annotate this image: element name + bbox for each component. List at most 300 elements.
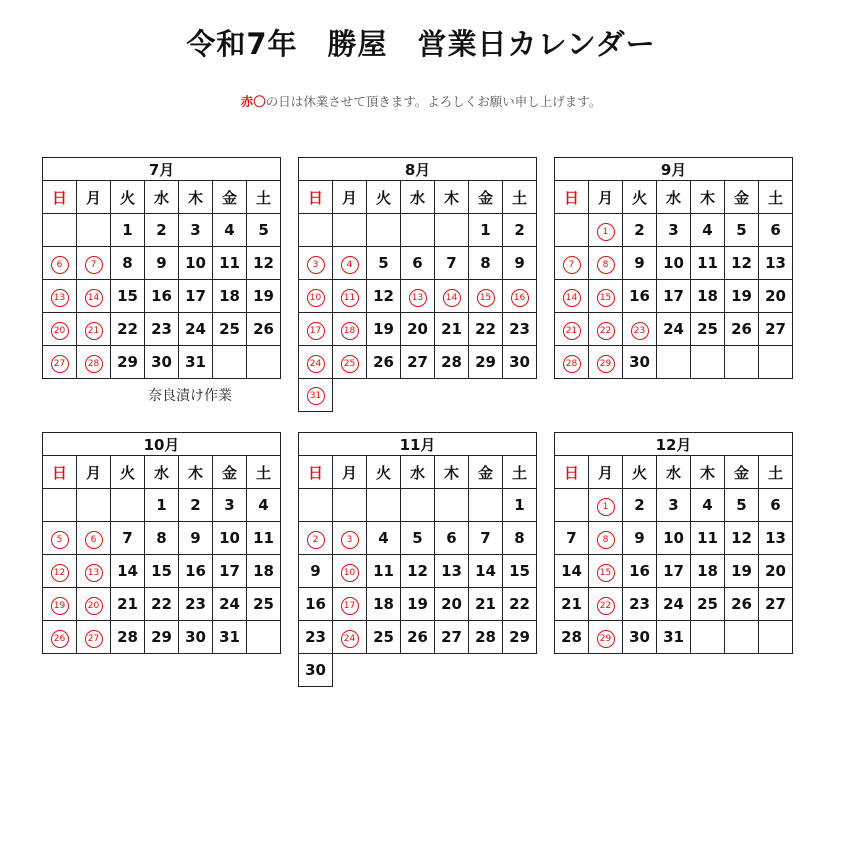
day-cell: 3	[657, 489, 691, 522]
day-cell: 1	[469, 214, 503, 247]
day-cell: 17	[657, 555, 691, 588]
day-cell: 27	[435, 621, 469, 654]
red-circle-day: 10	[307, 289, 325, 307]
day-cell: 11	[247, 522, 281, 555]
day-cell: 15	[145, 555, 179, 588]
closed-day-cell	[77, 621, 111, 654]
weekday-header: 木	[691, 456, 725, 489]
empty-cell	[111, 489, 145, 522]
empty-cell	[691, 346, 725, 379]
day-cell: 3	[657, 214, 691, 247]
day-cell: 23	[179, 588, 213, 621]
red-circle-day: 12	[51, 564, 69, 582]
closed-day-cell	[77, 522, 111, 555]
week-row	[299, 555, 537, 588]
day-cell: 27	[759, 588, 793, 621]
red-circle-day: 23	[631, 322, 649, 340]
red-circle-day: 8	[597, 531, 615, 549]
day-cell: 20	[759, 280, 793, 313]
day-cell: 28	[435, 346, 469, 379]
weekday-header: 水	[657, 456, 691, 489]
day-cell: 13	[759, 247, 793, 280]
day-cell: 6	[401, 247, 435, 280]
week-row	[43, 489, 281, 522]
red-circle-day: 25	[341, 355, 359, 373]
empty-cell	[657, 346, 691, 379]
weekday-header: 日	[43, 181, 77, 214]
red-circle-day: 8	[597, 256, 615, 274]
closed-day-cell	[555, 247, 589, 280]
weekday-header: 火	[623, 181, 657, 214]
day-cell: 19	[401, 588, 435, 621]
day-cell: 16	[623, 555, 657, 588]
day-cell: 9	[179, 522, 213, 555]
weekday-header: 日	[43, 456, 77, 489]
red-circle-day: 24	[307, 355, 325, 373]
empty-cell	[247, 346, 281, 379]
closed-day-cell	[589, 489, 623, 522]
day-cell: 19	[247, 280, 281, 313]
day-cell: 5	[247, 214, 281, 247]
weekday-header: 火	[367, 456, 401, 489]
closed-day-cell	[555, 313, 589, 346]
day-cell: 2	[623, 489, 657, 522]
day-cell: 20	[759, 555, 793, 588]
weekday-header: 火	[623, 456, 657, 489]
day-cell: 29	[503, 621, 537, 654]
day-cell: 30	[503, 346, 537, 379]
week-row	[43, 522, 281, 555]
closed-day-cell	[333, 280, 367, 313]
empty-cell	[435, 214, 469, 247]
day-cell: 14	[111, 555, 145, 588]
week-row	[555, 588, 793, 621]
red-circle-day: 1	[597, 223, 615, 241]
day-cell: 9	[145, 247, 179, 280]
weekday-header: 金	[213, 456, 247, 489]
day-cell: 25	[247, 588, 281, 621]
closed-day-cell	[77, 313, 111, 346]
day-cell: 19	[725, 280, 759, 313]
day-cell: 16	[299, 588, 333, 621]
closed-day-cell	[555, 280, 589, 313]
closed-day-cell	[77, 555, 111, 588]
closed-day-cell	[43, 280, 77, 313]
empty-cell	[43, 489, 77, 522]
day-cell: 19	[725, 555, 759, 588]
red-circle-day: 7	[563, 256, 581, 274]
red-circle-day: 24	[341, 630, 359, 648]
closed-day-cell	[503, 280, 537, 313]
empty-cell	[333, 489, 367, 522]
empty-cell	[43, 214, 77, 247]
weekday-header: 木	[435, 456, 469, 489]
day-cell: 7	[555, 522, 589, 555]
day-cell: 27	[401, 346, 435, 379]
closed-day-cell	[589, 313, 623, 346]
closed-day-cell	[589, 214, 623, 247]
red-circle-day: 26	[51, 630, 69, 648]
week-row	[43, 555, 281, 588]
day-cell: 20	[435, 588, 469, 621]
week-row	[299, 346, 537, 379]
week-row	[299, 280, 537, 313]
day-cell: 10	[657, 247, 691, 280]
red-circle-day: 17	[341, 597, 359, 615]
day-cell: 22	[145, 588, 179, 621]
week-row	[43, 214, 281, 247]
closed-day-cell	[299, 346, 333, 379]
closed-day-cell	[555, 346, 589, 379]
day-cell: 4	[691, 489, 725, 522]
day-cell: 6	[759, 214, 793, 247]
day-cell: 18	[691, 555, 725, 588]
day-cell: 11	[367, 555, 401, 588]
day-cell: 5	[725, 489, 759, 522]
week-row	[43, 280, 281, 313]
weekday-header: 日	[299, 456, 333, 489]
day-cell: 6	[435, 522, 469, 555]
closed-day-cell	[299, 522, 333, 555]
empty-cell	[367, 489, 401, 522]
day-cell: 16	[179, 555, 213, 588]
weekday-header: 土	[247, 456, 281, 489]
red-circle-day: 4	[341, 256, 359, 274]
weekday-header: 木	[179, 456, 213, 489]
page-title: 令和7年 勝屋 営業日カレンダー	[186, 27, 656, 61]
closed-day-cell	[333, 313, 367, 346]
weekday-header: 月	[589, 181, 623, 214]
weekday-header: 水	[657, 181, 691, 214]
red-circle-day: 31	[307, 387, 325, 405]
day-cell: 18	[367, 588, 401, 621]
day-cell: 5	[401, 522, 435, 555]
closed-day-cell	[469, 280, 503, 313]
red-circle-mark: 赤〇	[240, 94, 266, 109]
weekday-header: 金	[725, 181, 759, 214]
empty-cell	[759, 621, 793, 654]
weekday-header: 日	[555, 181, 589, 214]
red-circle-day: 3	[307, 256, 325, 274]
red-circle-day: 11	[341, 289, 359, 307]
week-row	[299, 588, 537, 621]
day-cell: 25	[691, 313, 725, 346]
week-row	[555, 522, 793, 555]
closed-day-cell	[43, 588, 77, 621]
day-cell: 7	[469, 522, 503, 555]
red-circle-day: 22	[597, 322, 615, 340]
closed-day-cell	[299, 313, 333, 346]
day-cell: 7	[111, 522, 145, 555]
closed-day-cell	[333, 247, 367, 280]
month-title: 8月	[299, 158, 537, 181]
empty-cell	[759, 346, 793, 379]
day-cell: 8	[145, 522, 179, 555]
day-cell: 8	[469, 247, 503, 280]
day-cell: 2	[623, 214, 657, 247]
empty-cell	[555, 214, 589, 247]
day-cell: 8	[503, 522, 537, 555]
day-cell: 31	[179, 346, 213, 379]
day-cell: 10	[213, 522, 247, 555]
day-cell: 24	[657, 313, 691, 346]
day-cell: 22	[111, 313, 145, 346]
red-circle-day: 2	[307, 531, 325, 549]
day-cell: 4	[367, 522, 401, 555]
weekday-header: 日	[299, 181, 333, 214]
closed-day-cell	[333, 588, 367, 621]
closed-day-cell	[333, 522, 367, 555]
empty-cell	[299, 214, 333, 247]
closed-day-cell	[623, 313, 657, 346]
week-row	[43, 621, 281, 654]
day-cell: 5	[725, 214, 759, 247]
day-cell: 19	[367, 313, 401, 346]
day-cell: 30	[623, 346, 657, 379]
red-circle-day: 19	[51, 597, 69, 615]
week-row	[555, 621, 793, 654]
red-circle-day: 10	[341, 564, 359, 582]
empty-cell	[469, 489, 503, 522]
empty-cell	[247, 621, 281, 654]
closed-day-cell	[299, 280, 333, 313]
closed-day-cell	[589, 346, 623, 379]
day-cell: 29	[469, 346, 503, 379]
weekday-header: 月	[77, 181, 111, 214]
month-calendar	[298, 432, 537, 654]
red-circle-day: 18	[341, 322, 359, 340]
day-cell: 23	[299, 621, 333, 654]
day-cell: 9	[299, 555, 333, 588]
day-cell: 16	[145, 280, 179, 313]
red-circle-day: 20	[85, 597, 103, 615]
closed-day-cell	[333, 621, 367, 654]
week-row	[299, 489, 537, 522]
weekday-header: 金	[469, 181, 503, 214]
day-cell: 26	[367, 346, 401, 379]
weekday-header: 金	[725, 456, 759, 489]
red-circle-day: 13	[51, 289, 69, 307]
weekday-header: 火	[111, 181, 145, 214]
closed-day-cell	[77, 588, 111, 621]
weekday-header: 月	[333, 181, 367, 214]
day-cell: 1	[145, 489, 179, 522]
empty-cell	[367, 214, 401, 247]
day-cell: 21	[469, 588, 503, 621]
closed-day-cell	[589, 247, 623, 280]
day-cell: 27	[759, 313, 793, 346]
closed-day-cell	[43, 247, 77, 280]
notice-text: の日は休業させて頂きます。よろしくお願い申し上げます。	[265, 94, 602, 109]
month-calendar	[42, 157, 281, 379]
red-circle-day: 16	[511, 289, 529, 307]
day-cell: 24	[179, 313, 213, 346]
closed-day-cell	[298, 378, 333, 412]
weekday-header: 木	[691, 181, 725, 214]
day-cell: 25	[213, 313, 247, 346]
weekday-header: 土	[759, 181, 793, 214]
day-cell: 28	[555, 621, 589, 654]
day-cell: 26	[401, 621, 435, 654]
empty-cell	[401, 214, 435, 247]
red-circle-day: 6	[51, 256, 69, 274]
day-cell: 15	[503, 555, 537, 588]
day-cell: 12	[725, 522, 759, 555]
day-cell: 12	[725, 247, 759, 280]
empty-cell	[77, 214, 111, 247]
day-cell: 4	[691, 214, 725, 247]
red-circle-day: 28	[85, 355, 103, 373]
weekday-header: 土	[503, 181, 537, 214]
day-cell: 23	[623, 588, 657, 621]
day-cell: 5	[367, 247, 401, 280]
weekday-header: 木	[435, 181, 469, 214]
weekday-header: 火	[367, 181, 401, 214]
weekday-header: 日	[555, 456, 589, 489]
red-circle-day: 28	[563, 355, 581, 373]
day-cell: 9	[623, 522, 657, 555]
week-row	[299, 313, 537, 346]
month-note: 奈良漬け作業	[148, 388, 232, 404]
day-cell: 2	[179, 489, 213, 522]
day-cell: 30	[623, 621, 657, 654]
day-cell: 28	[111, 621, 145, 654]
empty-cell	[555, 489, 589, 522]
red-circle-day: 17	[307, 322, 325, 340]
week-row	[43, 588, 281, 621]
red-circle-day: 7	[85, 256, 103, 274]
empty-cell	[77, 489, 111, 522]
closed-day-cell	[589, 555, 623, 588]
weekday-header: 月	[333, 456, 367, 489]
day-cell: 13	[759, 522, 793, 555]
weekday-header: 水	[145, 181, 179, 214]
closed-day-cell	[43, 555, 77, 588]
day-cell: 2	[145, 214, 179, 247]
red-circle-day: 29	[597, 630, 615, 648]
closed-day-cell	[589, 280, 623, 313]
red-circle-day: 27	[85, 630, 103, 648]
day-cell: 7	[435, 247, 469, 280]
red-circle-day: 14	[443, 289, 461, 307]
empty-cell	[333, 214, 367, 247]
week-row	[299, 621, 537, 654]
day-cell: 14	[469, 555, 503, 588]
day-cell: 24	[657, 588, 691, 621]
month-title: 11月	[299, 433, 537, 456]
day-cell: 28	[469, 621, 503, 654]
red-circle-day: 14	[85, 289, 103, 307]
day-cell: 9	[623, 247, 657, 280]
closed-day-cell	[43, 346, 77, 379]
closed-day-cell	[333, 346, 367, 379]
day-cell: 23	[145, 313, 179, 346]
day-cell: 17	[213, 555, 247, 588]
day-cell: 22	[469, 313, 503, 346]
week-row	[555, 313, 793, 346]
month-title: 12月	[555, 433, 793, 456]
red-circle-day: 20	[51, 322, 69, 340]
week-row	[299, 214, 537, 247]
red-circle-day: 27	[51, 355, 69, 373]
day-cell: 30	[145, 346, 179, 379]
day-cell: 22	[503, 588, 537, 621]
day-cell: 17	[657, 280, 691, 313]
day-cell: 31	[657, 621, 691, 654]
day-cell: 21	[435, 313, 469, 346]
red-circle-day: 14	[563, 289, 581, 307]
week-row	[555, 214, 793, 247]
day-cell: 15	[111, 280, 145, 313]
closed-day-cell	[43, 522, 77, 555]
day-cell: 3	[179, 214, 213, 247]
day-cell: 21	[555, 588, 589, 621]
red-circle-day: 1	[597, 498, 615, 516]
week-row	[555, 489, 793, 522]
red-circle-day: 29	[597, 355, 615, 373]
day-cell: 23	[503, 313, 537, 346]
weekday-header: 水	[401, 181, 435, 214]
empty-cell	[299, 489, 333, 522]
closed-day-cell	[77, 247, 111, 280]
weekday-header: 月	[77, 456, 111, 489]
day-cell: 25	[691, 588, 725, 621]
day-cell: 12	[367, 280, 401, 313]
month-calendar	[42, 432, 281, 654]
month-title: 10月	[43, 433, 281, 456]
red-circle-day: 5	[51, 531, 69, 549]
day-cell: 11	[691, 522, 725, 555]
weekday-header: 火	[111, 456, 145, 489]
week-row	[555, 247, 793, 280]
week-row	[299, 247, 537, 280]
day-cell: 10	[179, 247, 213, 280]
month-title: 7月	[43, 158, 281, 181]
day-cell: 1	[111, 214, 145, 247]
day-cell: 16	[623, 280, 657, 313]
weekday-header: 土	[247, 181, 281, 214]
red-circle-day: 15	[477, 289, 495, 307]
week-row	[555, 280, 793, 313]
empty-cell	[725, 346, 759, 379]
closed-day-cell	[435, 280, 469, 313]
month-calendar	[554, 432, 793, 654]
day-cell: 4	[247, 489, 281, 522]
empty-cell	[435, 489, 469, 522]
day-cell: 25	[367, 621, 401, 654]
red-circle-day: 13	[409, 289, 427, 307]
empty-cell	[725, 621, 759, 654]
empty-cell	[401, 489, 435, 522]
red-circle-day: 21	[563, 322, 581, 340]
month-calendar	[298, 157, 537, 379]
day-cell: 4	[213, 214, 247, 247]
week-row	[555, 346, 793, 379]
day-cell: 10	[657, 522, 691, 555]
day-cell: 17	[179, 280, 213, 313]
day-cell: 26	[725, 313, 759, 346]
weekday-header: 木	[179, 181, 213, 214]
day-cell: 12	[401, 555, 435, 588]
red-circle-day: 15	[597, 564, 615, 582]
day-cell: 2	[503, 214, 537, 247]
red-circle-day: 21	[85, 322, 103, 340]
closed-day-cell	[77, 346, 111, 379]
day-cell: 30	[179, 621, 213, 654]
day-cell: 6	[759, 489, 793, 522]
day-cell: 11	[691, 247, 725, 280]
day-cell: 24	[213, 588, 247, 621]
